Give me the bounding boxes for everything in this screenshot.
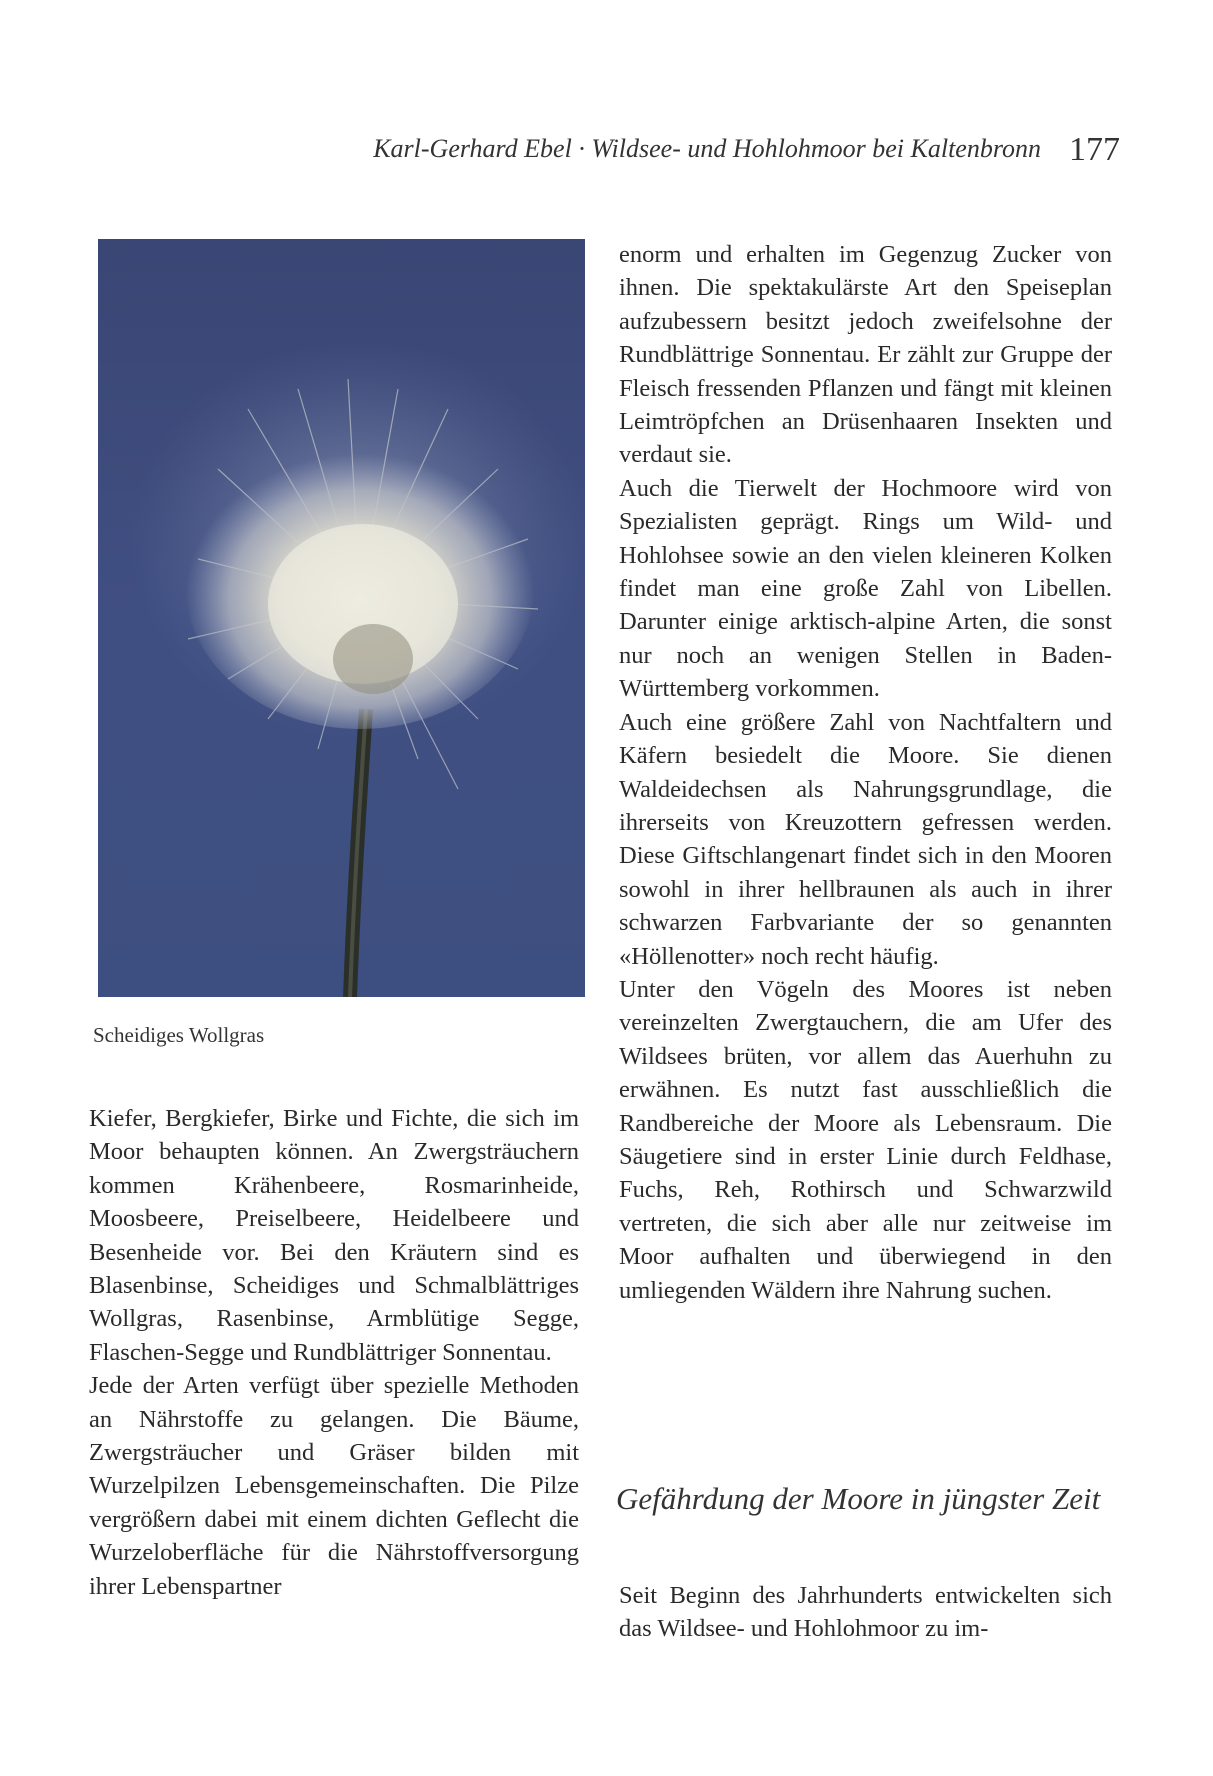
left-column	[89, 1102, 579, 1603]
paragraph: enorm und erhalten im Gegenzug Zucker von ihnen. Die spektakulärste Art den Speiseplan aufzubessern besitzt jedoch zweifelsohne der Rundblättrige Sonnentau. Er zählt zur Gruppe der Fleisch fressenden Pflanzen und fängt mit kleinen Leimtröpfchen an Drüsenhaaren Insekten und verdaut sie.	[619, 241, 1112, 469]
cotton-grass-photo	[98, 239, 585, 997]
paragraph: Auch die Tierwelt der Hochmoore wird von Spezialisten geprägt. Rings um Wild- und Hohlohsee sowie an den vielen kleineren Kolken findet man eine große Zahl von Libellen. Darunter einige arktisch-alpine Arten, die sonst nur noch an wenigen Stellen in Baden-Württemberg vorkommen.	[619, 474, 1112, 703]
running-header	[0, 128, 1120, 166]
section-heading: Gefährdung der Moore in jüngster Zeit	[616, 1481, 1101, 1516]
figure-caption: Scheidiges Wollgras	[93, 1023, 265, 1047]
paragraph: Unter den Vögeln des Moores ist neben vereinzelten Zwergtauchern, die am Ufer des Wildsees brüten, vor allem das Auerhuhn zu erwähnen. Es nutzt fast ausschließlich die Randbereiche der Moore als Lebensraum. Die Säugetiere sind in erster Linie durch Feldhase, Fuchs, Reh, Rothirsch und Schwarzwild vertreten, die sich aber alle nur zeitweise im Moor aufhalten und überwiegend in den umliegenden Wäldern ihre Nahrung suchen.	[619, 975, 1112, 1304]
paragraph: Jede der Arten verfügt über spezielle Methoden an Nährstoffe zu gelangen. Die Bäume, Zwergsträucher und Gräser bilden mit Wurzelpilzen Lebensgemeinschaften. Die Pilze vergrößern dabei mit einem dichten Geflecht die Wurzeloberfläche für die Nährstoffversorgung ihrer Lebenspartner	[89, 1372, 579, 1600]
running-title: Karl-Gerhard Ebel · Wildsee- und Hohlohmoor bei Kaltenbronn	[373, 134, 1041, 163]
paragraph: Auch eine größere Zahl von Nachtfaltern und Käfern besiedelt die Moore. Sie dienen Waldeidechsen als Nahrungsgrundlage, die ihrerseits von Kreuzottern gefressen werden. Diese Giftschlangenart findet sich in den Mooren sowohl in ihrer hellbraunen als auch in ihrer schwarzen Farbvariante der so genannten «Höllenotter» noch recht häufig.	[619, 708, 1112, 970]
right-column-continued	[619, 1579, 1112, 1646]
page-number: 177	[1069, 131, 1120, 168]
right-column	[619, 238, 1112, 1307]
paragraph: Seit Beginn des Jahrhunderts entwickelten sich das Wildsee- und Hohlohmoor zu im-	[619, 1582, 1112, 1643]
paragraph: Kiefer, Bergkiefer, Birke und Fichte, die sich im Moor behaupten können. An Zwergsträuchern kommen Krähenbeere, Rosmarinheide, Moosbeere, Preiselbeere, Heidelbeere und Besenheide vor. Bei den Kräutern sind es Blasenbinse, Scheidiges und Schmalblättriges Wollgras, Rasenbinse, Armblütige Segge, Flaschen-Segge und Rundblättriger Sonnentau.	[89, 1105, 579, 1366]
